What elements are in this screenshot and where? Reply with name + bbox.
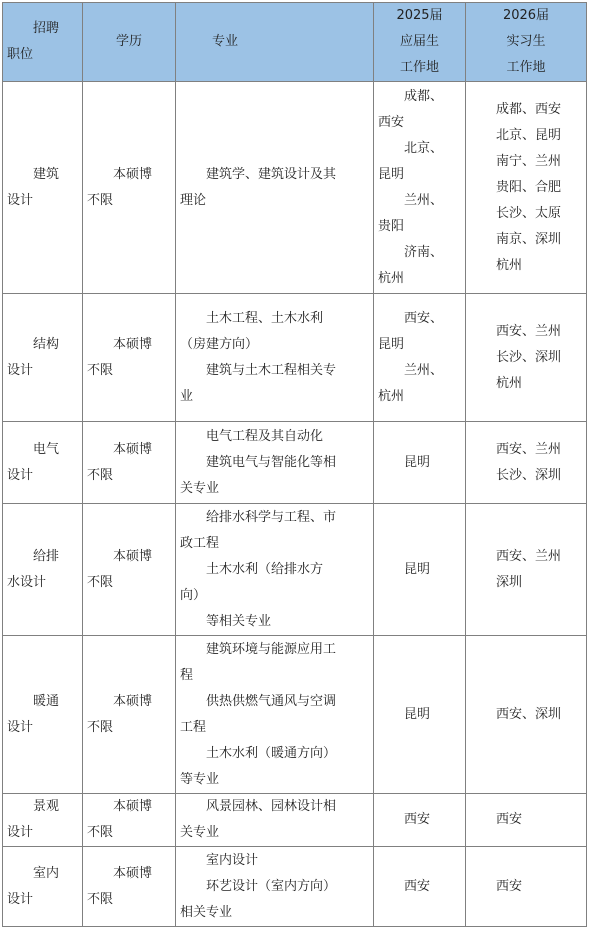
- major-cell-line: 建筑与土木工程相关专: [206, 362, 337, 378]
- education-cell-line: 本硕博: [113, 693, 153, 709]
- location-2025-cell: [374, 82, 466, 294]
- header-education: [83, 3, 176, 82]
- location-2025-cell-line: 昆明: [404, 706, 431, 722]
- location-2026-cell: [466, 294, 587, 422]
- location-2026-cell-line: 西安: [496, 812, 523, 827]
- location-2026-cell: [466, 794, 587, 847]
- location-2025-cell: [374, 294, 466, 422]
- position-cell-line: 设计: [7, 891, 34, 907]
- education-cell-line: 本硕博: [113, 799, 153, 814]
- major-cell: [176, 504, 374, 636]
- header-position: [3, 3, 83, 82]
- major-cell: [176, 82, 374, 294]
- major-cell-line: 室内设计: [206, 852, 259, 868]
- location-2025-cell: [374, 422, 466, 504]
- education-cell-line: 本硕博: [113, 548, 153, 564]
- education-cell-line: 本硕博: [113, 336, 153, 352]
- major-cell-line: 风景园林、园林设计相: [206, 799, 337, 814]
- position-cell: [3, 636, 83, 794]
- location-2025-cell-line: 昆明: [404, 561, 431, 577]
- header-grad-line: 工作地: [399, 60, 439, 75]
- position-cell-line: 设计: [7, 362, 34, 378]
- major-cell-line: 关专业: [180, 480, 220, 496]
- position-cell-line: 电气: [33, 441, 60, 457]
- table-row: [3, 636, 587, 794]
- education-cell-line: 不限: [87, 574, 114, 590]
- major-cell-line: 关专业: [180, 825, 220, 840]
- education-cell-line: 不限: [87, 467, 114, 483]
- header-intern-line: 工作地: [506, 60, 546, 75]
- location-2026-cell-line: 成都、西安: [496, 101, 562, 117]
- major-cell-line: 建筑电气与智能化等相: [206, 454, 337, 470]
- header-position-line: 招聘: [33, 21, 60, 36]
- header-major-label: 专业: [212, 34, 239, 49]
- major-cell: [176, 794, 374, 847]
- table-header-row: [3, 3, 587, 82]
- position-cell: [3, 794, 83, 847]
- location-2026-cell: [466, 636, 587, 794]
- education-cell: [83, 82, 176, 294]
- header-grad-2025: [374, 3, 466, 82]
- education-cell-line: 本硕博: [113, 865, 153, 881]
- location-2026-cell-line: 西安、深圳: [496, 706, 562, 722]
- location-2025-cell-line: 西安: [404, 812, 431, 827]
- position-cell-line: 景观: [33, 799, 60, 814]
- location-2026-cell-line: 北京、昆明: [496, 127, 562, 143]
- location-2026-cell-line: 西安、兰州: [496, 441, 562, 457]
- location-2025-cell-line: 成都、: [404, 88, 444, 104]
- education-cell: [83, 794, 176, 847]
- position-cell-line: 室内: [33, 865, 60, 881]
- header-position-line: 职位: [7, 47, 34, 62]
- position-cell-line: 给排: [33, 548, 60, 564]
- header-grad-line: 应届生: [399, 34, 439, 49]
- location-2025-cell-line: 济南、: [404, 244, 444, 260]
- major-cell-line: 供热供燃气通风与空调: [206, 693, 337, 709]
- location-2026-cell-line: 杭州: [496, 257, 523, 273]
- table-row: [3, 504, 587, 636]
- education-cell: [83, 504, 176, 636]
- location-2026-cell-line: 长沙、太原: [496, 205, 562, 221]
- location-2026-cell-line: 南京、深圳: [496, 231, 562, 247]
- position-cell-line: 设计: [7, 825, 34, 840]
- major-cell-line: 工程: [180, 719, 207, 735]
- major-cell: [176, 294, 374, 422]
- table-row: [3, 847, 587, 927]
- education-cell-line: 不限: [87, 891, 114, 907]
- location-2026-cell-line: 南宁、兰州: [496, 153, 562, 169]
- location-2026-cell-line: 西安、兰州: [496, 323, 562, 339]
- header-grad-line: 2025届: [396, 8, 443, 23]
- major-cell-line: 建筑学、建筑设计及其: [206, 166, 337, 182]
- education-cell: [83, 294, 176, 422]
- major-cell-line: 向）: [180, 587, 207, 603]
- education-cell: [83, 847, 176, 927]
- education-cell-line: 不限: [87, 719, 114, 735]
- position-cell-line: 建筑: [33, 166, 60, 182]
- education-cell-line: 不限: [87, 362, 114, 378]
- education-cell-line: 本硕博: [113, 166, 153, 182]
- location-2025-cell-line: 西安: [378, 114, 405, 130]
- major-cell-line: 电气工程及其自动化: [206, 428, 324, 444]
- major-cell-line: 土木工程、土木水利: [206, 310, 324, 326]
- position-cell-line: 结构: [33, 336, 60, 352]
- major-cell-line: 程: [180, 667, 194, 683]
- location-2025-cell-line: 北京、: [404, 140, 444, 156]
- major-cell-line: 相关专业: [180, 904, 233, 920]
- education-cell-line: 不限: [87, 192, 114, 208]
- position-cell: [3, 294, 83, 422]
- location-2025-cell-line: 兰州、: [404, 192, 444, 208]
- location-2025-cell-line: 杭州: [378, 388, 405, 404]
- major-cell-line: 等专业: [180, 771, 220, 787]
- location-2026-cell-line: 贵阳、合肥: [496, 179, 562, 195]
- location-2025-cell: [374, 794, 466, 847]
- position-cell-line: 水设计: [7, 574, 47, 590]
- location-2025-cell-line: 西安: [404, 878, 431, 894]
- position-cell: [3, 82, 83, 294]
- major-cell-line: 土木水利（暖通方向）: [206, 745, 337, 761]
- location-2026-cell: [466, 422, 587, 504]
- major-cell-line: （房建方向）: [180, 336, 259, 352]
- major-cell-line: 土木水利（给排水方: [206, 561, 324, 577]
- location-2026-cell-line: 长沙、深圳: [496, 349, 562, 365]
- location-2025-cell-line: 昆明: [404, 454, 431, 470]
- location-2025-cell-line: 兰州、: [404, 362, 444, 378]
- education-cell-line: 不限: [87, 825, 114, 840]
- major-cell: [176, 847, 374, 927]
- location-2025-cell-line: 昆明: [378, 166, 405, 182]
- major-cell-line: 环艺设计（室内方向）: [206, 878, 337, 894]
- position-cell-line: 设计: [7, 467, 34, 483]
- major-cell-line: 给排水科学与工程、市: [206, 509, 337, 525]
- major-cell-line: 政工程: [180, 535, 220, 551]
- major-cell: [176, 636, 374, 794]
- location-2026-cell: [466, 504, 587, 636]
- location-2026-cell: [466, 847, 587, 927]
- header-intern-2026: [466, 3, 587, 82]
- position-cell-line: 设计: [7, 719, 34, 735]
- location-2025-cell-line: 昆明: [378, 336, 405, 352]
- position-cell: [3, 504, 83, 636]
- location-2026-cell-line: 西安: [496, 878, 523, 894]
- location-2025-cell: [374, 504, 466, 636]
- location-2026-cell-line: 深圳: [496, 574, 523, 590]
- location-2025-cell-line: 杭州: [378, 270, 405, 286]
- location-2025-cell: [374, 636, 466, 794]
- location-2026-cell-line: 长沙、深圳: [496, 467, 562, 483]
- header-intern-line: 2026届: [502, 8, 550, 23]
- table-body: [3, 82, 587, 927]
- location-2025-cell-line: 西安、: [404, 310, 444, 326]
- header-intern-line: 实习生: [506, 34, 546, 49]
- major-cell-line: 等相关专业: [206, 613, 272, 629]
- location-2025-cell-line: 贵阳: [378, 218, 405, 234]
- header-major: [176, 3, 374, 82]
- position-cell: [3, 422, 83, 504]
- location-2026-cell-line: 杭州: [496, 375, 523, 391]
- major-cell-line: 业: [180, 388, 194, 404]
- position-cell-line: 设计: [7, 192, 34, 208]
- table-row: [3, 294, 587, 422]
- header-education-label: 学历: [115, 34, 142, 49]
- recruitment-table: [2, 2, 587, 927]
- education-cell: [83, 422, 176, 504]
- position-cell: [3, 847, 83, 927]
- table-row: [3, 82, 587, 294]
- table-row: [3, 422, 587, 504]
- major-cell-line: 理论: [180, 192, 207, 208]
- education-cell-line: 本硕博: [113, 441, 153, 457]
- major-cell-line: 建筑环境与能源应用工: [206, 641, 337, 657]
- location-2025-cell: [374, 847, 466, 927]
- location-2026-cell-line: 西安、兰州: [496, 548, 562, 564]
- location-2026-cell: [466, 82, 587, 294]
- major-cell: [176, 422, 374, 504]
- position-cell-line: 暖通: [33, 693, 60, 709]
- table-row: [3, 794, 587, 847]
- education-cell: [83, 636, 176, 794]
